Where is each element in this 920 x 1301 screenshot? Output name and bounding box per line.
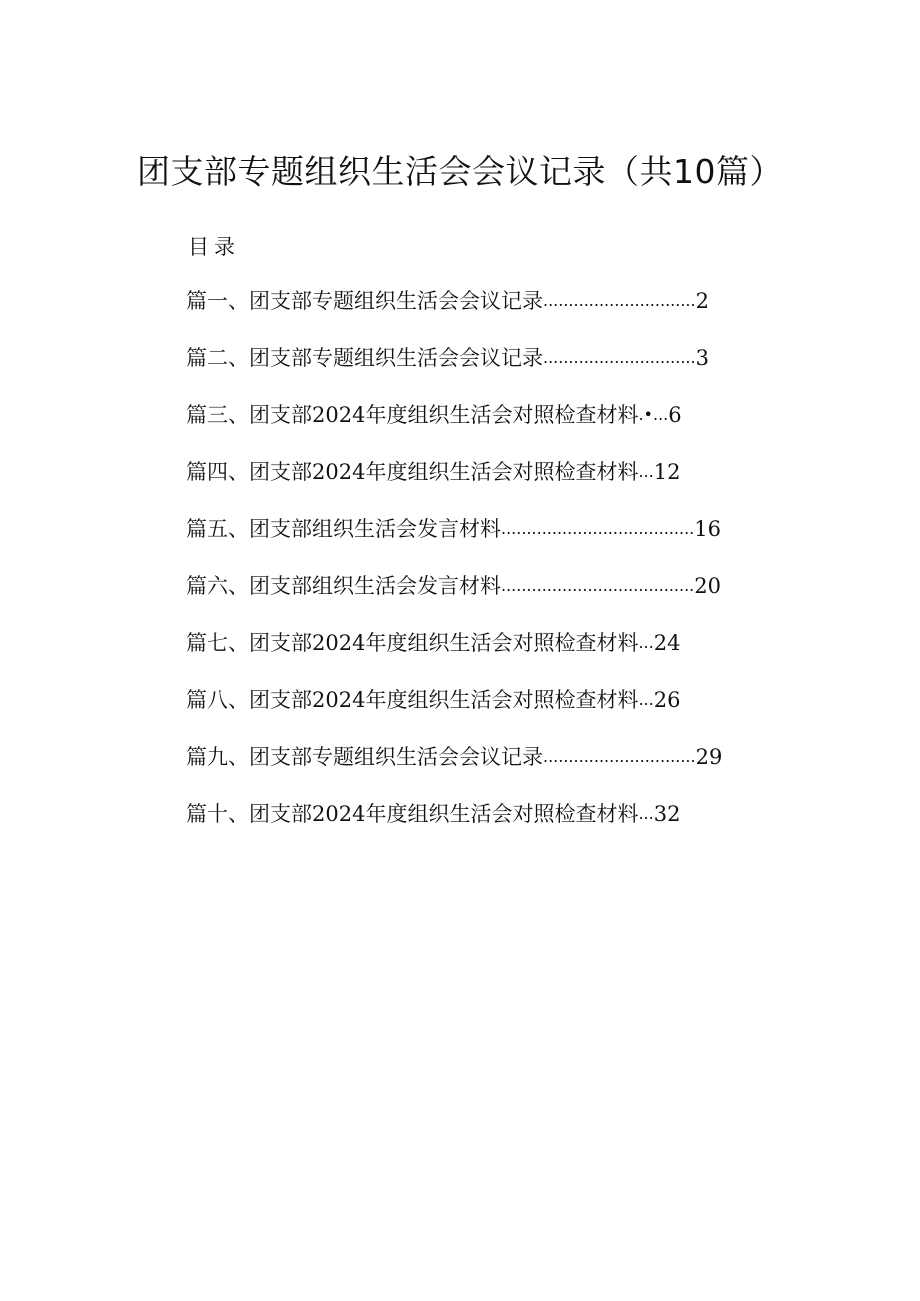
toc-leader-dots: .•... (638, 405, 669, 424)
toc-leader-dots: .............................. (543, 348, 696, 367)
toc-entry-text: 篇三、团支部2024年度组织生活会对照检查材料 (186, 403, 639, 427)
toc-entry-text: 篇九、团支部专题组织生活会会议记录 (186, 745, 543, 769)
toc-entry-text: 篇五、团支部组织生活会发言材料 (186, 517, 501, 541)
toc-leader-dots: ... (638, 462, 654, 481)
toc-entry-3[interactable] (186, 396, 722, 453)
toc-page-number: 29 (695, 745, 723, 769)
toc-page-number: 24 (653, 631, 681, 655)
toc-entry-4[interactable] (186, 453, 722, 510)
toc-leader-dots: .............................. (543, 747, 696, 766)
toc-entry-2[interactable] (186, 339, 722, 396)
toc-entry-text: 篇八、团支部2024年度组织生活会对照检查材料 (186, 688, 639, 712)
toc-entry-text: 篇十、团支部2024年度组织生活会对照检查材料 (186, 802, 639, 826)
toc-leader-dots: .............................. (543, 291, 696, 310)
toc-entry-8[interactable] (186, 681, 722, 738)
toc-page-number: 12 (653, 460, 681, 484)
toc-page-number: 16 (694, 517, 721, 541)
toc-heading: 目录 (188, 235, 240, 259)
toc-leader-dots: ... (638, 804, 654, 823)
table-of-contents (186, 282, 722, 852)
toc-entry-text: 篇四、团支部2024年度组织生活会对照检查材料 (186, 460, 639, 484)
toc-page-number: 3 (695, 346, 709, 370)
toc-page-number: 32 (653, 802, 681, 826)
toc-entry-10[interactable] (186, 795, 722, 852)
toc-leader-dots: ... (638, 633, 654, 652)
toc-leader-dots: ...................................... (501, 519, 695, 538)
document-title: 团支部专题组织生活会会议记录（共10篇） (137, 152, 783, 191)
toc-entry-5[interactable] (186, 510, 722, 567)
toc-page-number: 6 (668, 403, 682, 427)
toc-page-number: 26 (653, 688, 681, 712)
toc-entry-6[interactable] (186, 567, 722, 624)
toc-entry-text: 篇六、团支部组织生活会发言材料 (186, 574, 501, 598)
toc-entry-9[interactable] (186, 738, 722, 795)
toc-entry-1[interactable] (186, 282, 722, 339)
toc-entry-text: 篇一、团支部专题组织生活会会议记录 (186, 289, 543, 313)
toc-page-number: 20 (694, 574, 721, 598)
toc-entry-text: 篇二、团支部专题组织生活会会议记录 (186, 346, 543, 370)
toc-page-number: 2 (695, 289, 709, 313)
toc-entry-text: 篇七、团支部2024年度组织生活会对照检查材料 (186, 631, 639, 655)
toc-leader-dots: ... (638, 690, 654, 709)
toc-entry-7[interactable] (186, 624, 722, 681)
toc-leader-dots: ...................................... (501, 576, 695, 595)
